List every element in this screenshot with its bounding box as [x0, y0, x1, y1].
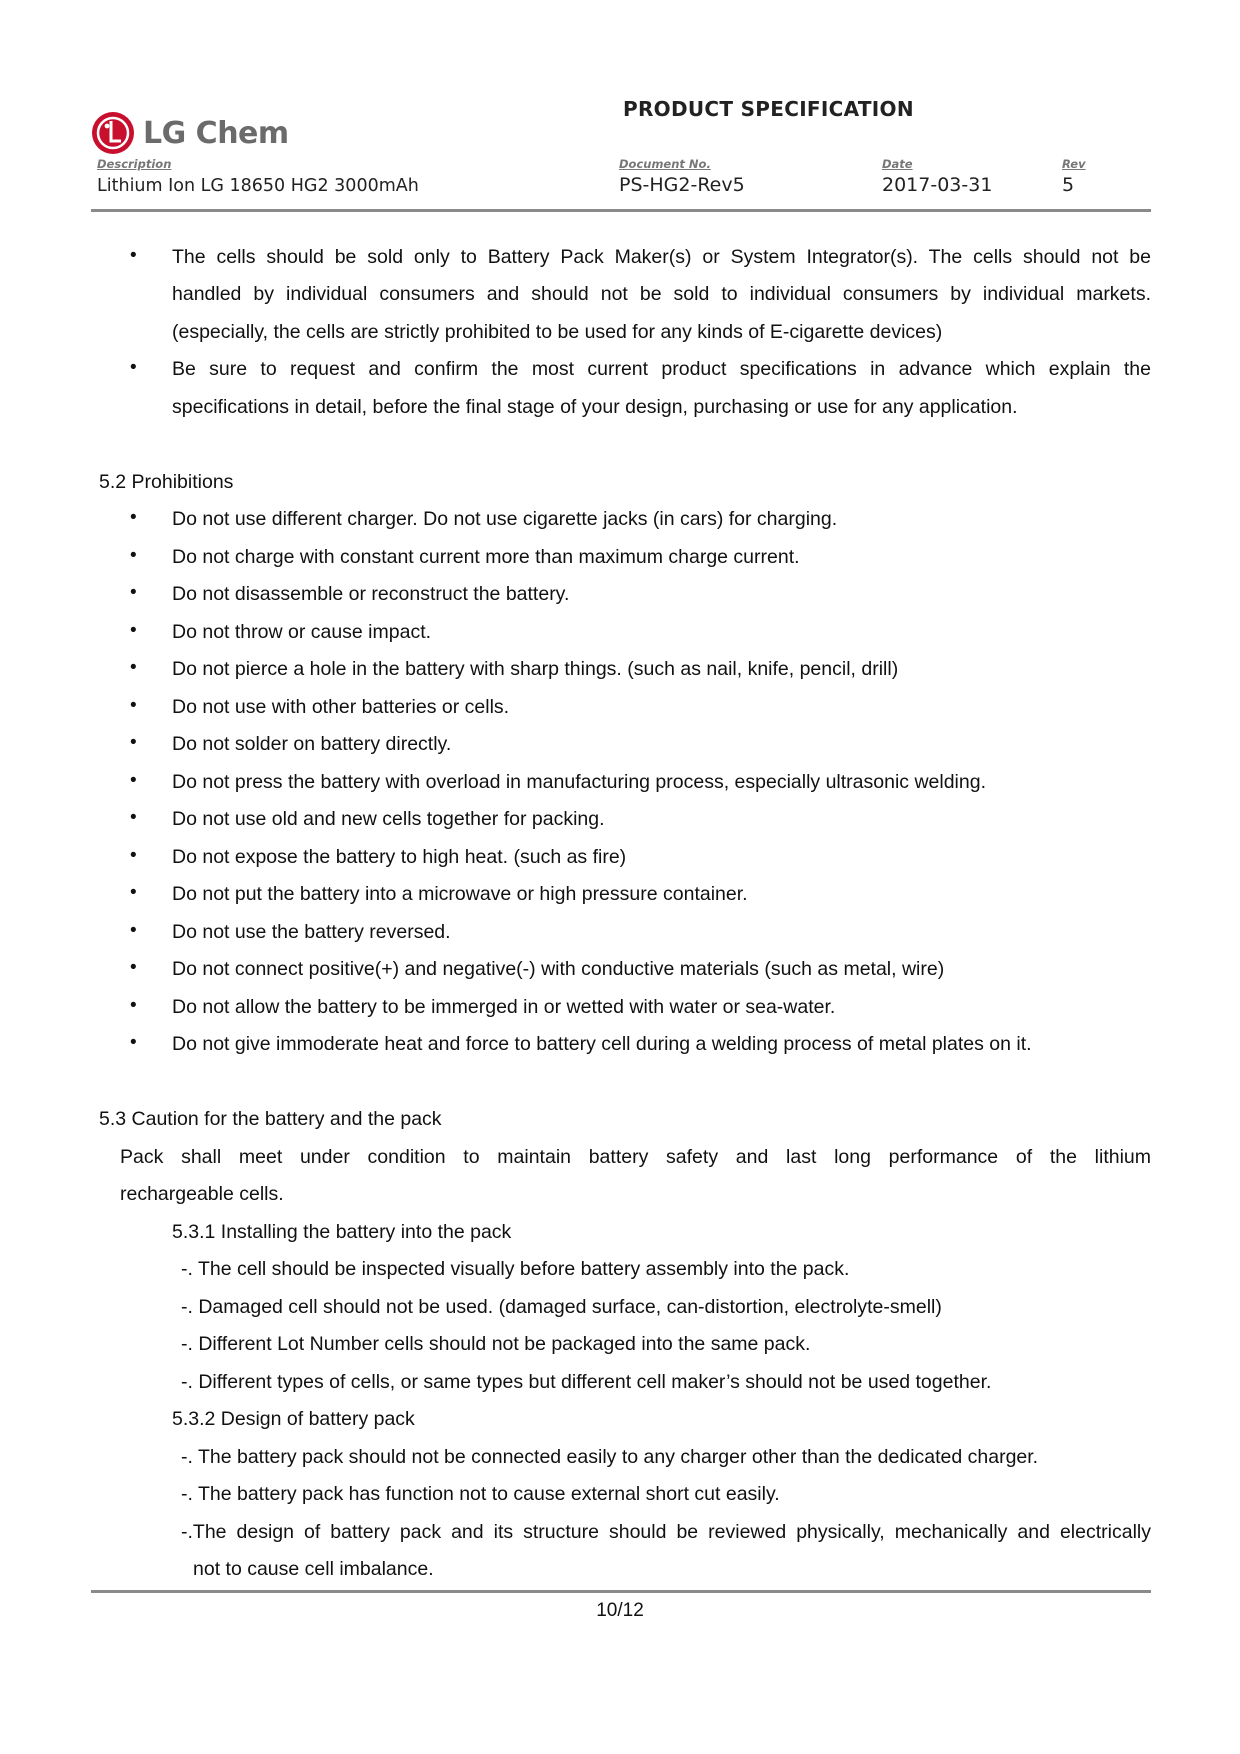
- caution-intro-line-1: Pack shall meet under condition to maintain battery safety and last long performance of the lithium: [120, 1146, 1151, 1168]
- list-item: Do not pierce a hole in the battery with sharp things. (such as nail, knife, pencil, drill): [172, 658, 899, 680]
- list-item: -. Damaged cell should not be used. (damaged surface, can-distortion, electrolyte-smell): [181, 1296, 942, 1318]
- section-heading-caution: 5.3 Caution for the battery and the pack: [99, 1108, 442, 1130]
- list-item: Do not use different charger. Do not use cigarette jacks (in cars) for charging.: [172, 508, 838, 530]
- list-item: Do not charge with constant current more than maximum charge current.: [172, 546, 800, 568]
- intro-bullet-2-line-1: Be sure to request and confirm the most current product specifications in advance which explain the: [172, 358, 1151, 380]
- document-no-value: PS-HG2-Rev5: [619, 174, 745, 196]
- company-logo: [91, 110, 289, 156]
- bullet-dot: •: [130, 995, 137, 1016]
- rev-label: Rev: [1062, 157, 1086, 171]
- list-item: -. Different Lot Number cells should not be packaged into the same pack.: [181, 1333, 811, 1355]
- intro-bullet-2-line-2: specifications in detail, before the final stage of your design, purchasing or use for any application.: [172, 396, 1018, 418]
- document-type-title: PRODUCT SPECIFICATION: [623, 97, 914, 121]
- footer-divider: [91, 1590, 1151, 1593]
- bullet-dot: •: [130, 545, 137, 566]
- list-item-line-2: not to cause cell imbalance.: [193, 1558, 434, 1580]
- intro-bullet-1-line-3: (especially, the cells are strictly prohibited to be used for any kinds of E-cigarette devices): [172, 321, 943, 343]
- caution-intro-line-2: rechargeable cells.: [120, 1183, 284, 1205]
- bullet-dot: •: [130, 920, 137, 941]
- bullet-dot: •: [130, 582, 137, 603]
- list-item: Do not allow the battery to be immerged in or wetted with water or sea-water.: [172, 996, 836, 1018]
- list-item: -. Different types of cells, or same types but different cell maker’s should not be used together.: [181, 1371, 992, 1393]
- rev-value: 5: [1062, 174, 1075, 196]
- lg-face-icon: [91, 111, 135, 155]
- subsection-heading-installing: 5.3.1 Installing the battery into the pack: [172, 1221, 512, 1243]
- bullet-dot: •: [130, 1032, 137, 1053]
- company-name: LG Chem: [143, 115, 289, 151]
- bullet-dot: •: [130, 732, 137, 753]
- bullet-dot: •: [130, 657, 137, 678]
- intro-bullet-1-line-2: handled by individual consumers and should not be sold to individual consumers by individual markets.: [172, 283, 1151, 305]
- page-number: 10/12: [596, 1600, 644, 1621]
- list-item: Do not use the battery reversed.: [172, 921, 451, 943]
- header-divider: [91, 209, 1151, 212]
- list-item: Do not use with other batteries or cells.: [172, 696, 510, 718]
- list-item: Do not give immoderate heat and force to battery cell during a welding process of metal plates on it.: [172, 1033, 1032, 1055]
- list-item: Do not disassemble or reconstruct the battery.: [172, 583, 570, 605]
- list-item-line-1: -.The design of battery pack and its structure should be reviewed physically, mechanically and electrically: [181, 1521, 1151, 1543]
- list-item: Do not press the battery with overload in manufacturing process, especially ultrasonic welding.: [172, 771, 987, 793]
- section-heading-prohibitions: 5.2 Prohibitions: [99, 471, 234, 493]
- bullet-dot: •: [130, 957, 137, 978]
- bullet-dot: •: [130, 620, 137, 641]
- subsection-heading-design: 5.3.2 Design of battery pack: [172, 1408, 415, 1430]
- intro-bullet-1-line-1: The cells should be sold only to Battery Pack Maker(s) or System Integrator(s). The cells should not be: [172, 246, 1151, 268]
- description-label: Description: [97, 157, 172, 171]
- bullet-dot: •: [130, 845, 137, 866]
- list-item: Do not throw or cause impact.: [172, 621, 432, 643]
- list-item: -. The battery pack has function not to cause external short cut easily.: [181, 1483, 780, 1505]
- list-item: -. The battery pack should not be connected easily to any charger other than the dedicated charger.: [181, 1446, 1039, 1468]
- list-item: Do not solder on battery directly.: [172, 733, 452, 755]
- bullet-dot: •: [130, 695, 137, 716]
- bullet-dot: •: [130, 245, 137, 266]
- list-item: Do not use old and new cells together for packing.: [172, 808, 605, 830]
- document-no-label: Document No.: [619, 157, 711, 171]
- bullet-dot: •: [130, 507, 137, 528]
- bullet-dot: •: [130, 357, 137, 378]
- list-item: -. The cell should be inspected visually before battery assembly into the pack.: [181, 1258, 850, 1280]
- bullet-dot: •: [130, 882, 137, 903]
- list-item: Do not put the battery into a microwave or high pressure container.: [172, 883, 748, 905]
- date-label: Date: [882, 157, 913, 171]
- description-value: Lithium Ion LG 18650 HG2 3000mAh: [97, 176, 419, 196]
- bullet-dot: •: [130, 770, 137, 791]
- list-item: Do not expose the battery to high heat. (such as fire): [172, 846, 627, 868]
- bullet-dot: •: [130, 807, 137, 828]
- list-item: Do not connect positive(+) and negative(-) with conductive materials (such as metal, wire): [172, 958, 945, 980]
- date-value: 2017-03-31: [882, 174, 993, 196]
